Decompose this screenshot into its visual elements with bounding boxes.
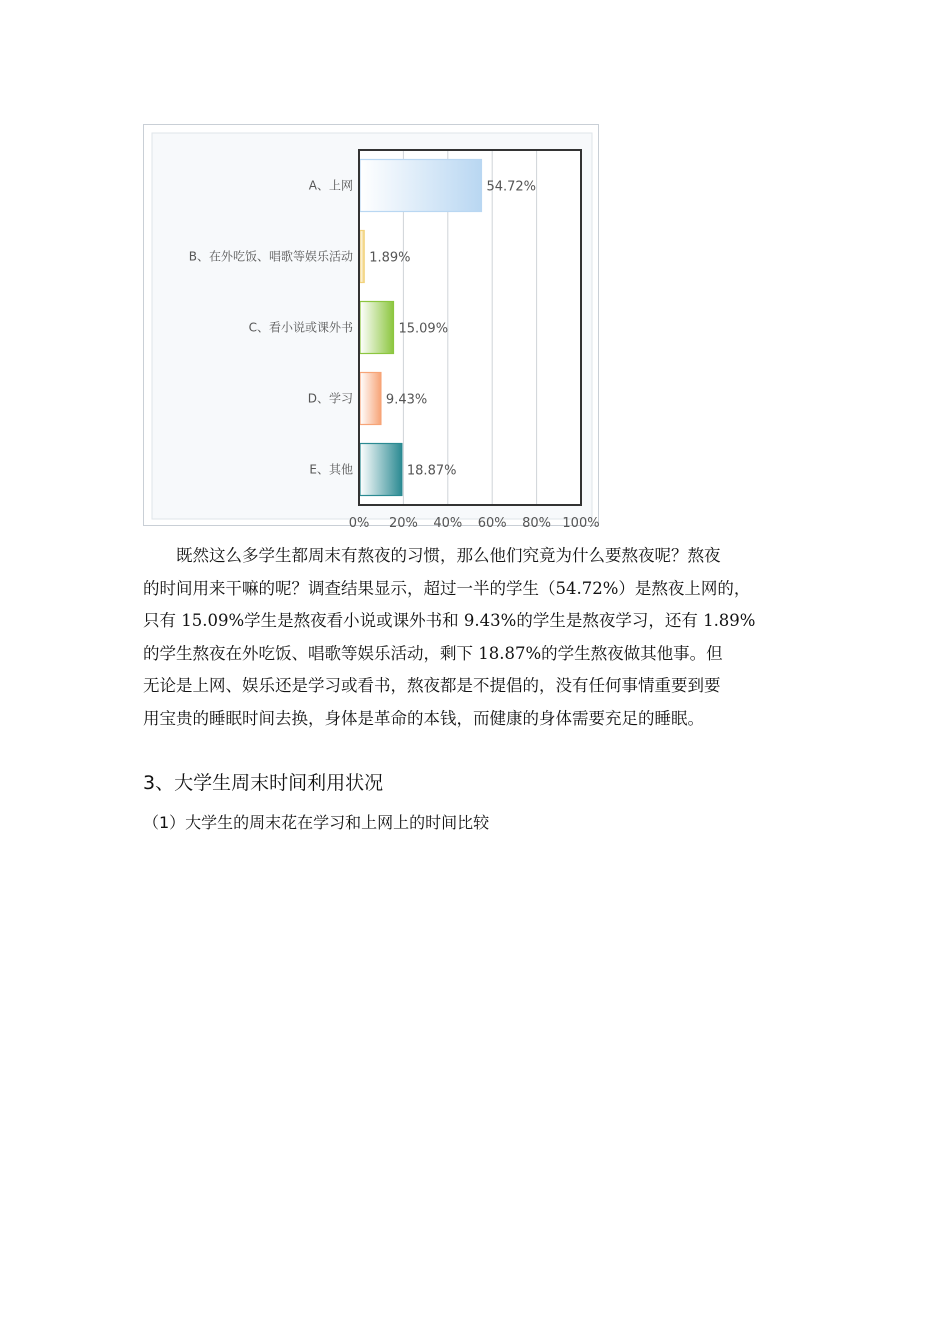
paragraph-line: 无论是上网、娱乐还是学习或看书，熬夜都是不提倡的，没有任何事情重要到要	[143, 676, 721, 695]
category-label: E、其他	[309, 462, 353, 477]
category-label: B、在外吃饭、唱歌等娱乐活动	[188, 249, 353, 264]
data-label: 18.87%	[406, 463, 457, 479]
paragraph-line: 的时间用来干嘛的呢？调查结果显示，超过一半的学生（54.72%）是熬夜上网的，	[143, 578, 751, 598]
sub-heading: （1）大学生的周末花在学习和上网上的时间比较	[143, 813, 490, 832]
data-label: 54.72%	[486, 179, 537, 195]
paragraph-line: 既然这么多学生都周末有熬夜的习惯，那么他们究竟为什么要熬夜呢？熬夜	[176, 546, 721, 565]
bar	[360, 302, 393, 354]
bar	[360, 231, 364, 283]
data-label: 9.43%	[385, 392, 428, 408]
x-tick-label: 0%	[348, 516, 370, 527]
x-tick-label: 40%	[433, 516, 463, 527]
x-tick-label: 80%	[522, 516, 552, 527]
paragraph-line: 用宝贵的睡眠时间去换，身体是革命的本钱，而健康的身体需要充足的睡眠。	[143, 708, 704, 728]
category-label: D、学习	[307, 391, 353, 406]
x-tick-label: 20%	[388, 516, 418, 527]
paragraph-line: 的学生熬夜在外吃饭、唱歌等娱乐活动，剩下 18.87%的学生熬夜做其他事。但	[143, 643, 723, 663]
x-tick-label: 60%	[477, 516, 507, 527]
bar	[360, 160, 481, 212]
bar	[360, 444, 402, 496]
bar	[360, 373, 381, 425]
body-paragraph	[143, 540, 807, 735]
bar-chart	[143, 124, 599, 526]
x-tick-label: 100%	[562, 516, 600, 527]
category-label: C、看小说或课外书	[248, 320, 353, 335]
chart-canvas	[144, 125, 600, 527]
category-label: A、上网	[308, 178, 353, 193]
data-label: 15.09%	[398, 321, 449, 337]
data-label: 1.89%	[369, 250, 411, 266]
paragraph-line: 只有 15.09%学生是熬夜看小说或课外书和 9.43%的学生是熬夜学习，还有 1.89%	[143, 611, 756, 630]
section-heading: 3、大学生周末时间利用状况	[143, 772, 384, 794]
